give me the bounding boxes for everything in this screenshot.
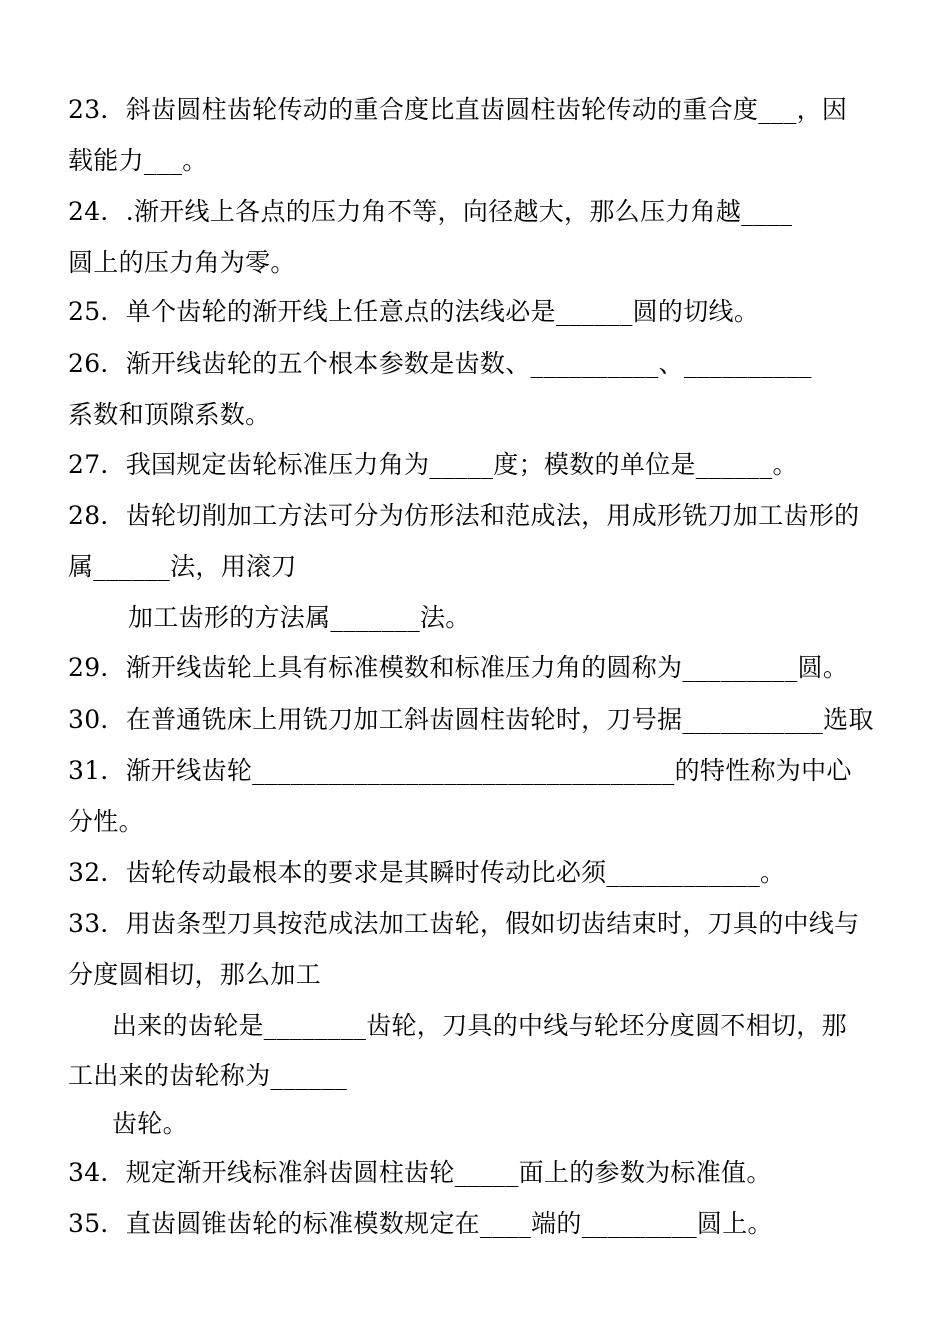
question-31-line-1: 31．渐开线齿轮_________________________________的特性称为中心 xyxy=(68,756,852,785)
question-33-line-5: 齿轮。 xyxy=(112,1109,188,1138)
question-30-line-1: 30．在普通铣床上用铣刀加工斜齿圆柱齿轮时，刀号据___________选取 xyxy=(68,705,874,734)
question-25-line-1: 25．单个齿轮的渐开线上任意点的法线必是______圆的切线。 xyxy=(68,297,760,326)
question-28-line-2: 属______法，用滚刀 xyxy=(68,552,297,581)
question-35-line-1: 35．直齿圆锥齿轮的标准模数规定在____端的_________圆上。 xyxy=(68,1209,773,1238)
question-28-line-3: 加工齿形的方法属_______法。 xyxy=(128,603,471,632)
question-24-line-1: 24．.渐开线上各点的压力角不等，向径越大，那么压力角越____ xyxy=(68,197,793,226)
question-26-line-1: 26．渐开线齿轮的五个根本参数是齿数、__________、__________ xyxy=(68,349,812,378)
question-26-line-2: 系数和顶隙系数。 xyxy=(68,400,271,429)
question-33-line-2: 分度圆相切，那么加工 xyxy=(68,960,322,989)
question-32-line-1: 32．齿轮传动最根本的要求是其瞬时传动比必须____________。 xyxy=(68,858,786,887)
question-23-line-1: 23．斜齿圆柱齿轮传动的重合度比直齿圆柱齿轮传动的重合度___，因 xyxy=(68,95,848,124)
question-33-line-3: 出来的齿轮是________齿轮，刀具的中线与轮坯分度圆不相切，那 xyxy=(112,1011,847,1040)
question-24-line-2: 圆上的压力角为零。 xyxy=(68,248,296,277)
question-34-line-1: 34．规定渐开线标准斜齿圆柱齿轮_____面上的参数为标准值。 xyxy=(68,1158,772,1187)
question-33-line-1: 33．用齿条型刀具按范成法加工齿轮，假如切齿结束时，刀具的中线与 xyxy=(68,909,860,938)
question-33-line-4: 工出来的齿轮称为______ xyxy=(68,1061,348,1090)
question-27-line-1: 27．我国规定齿轮标准压力角为_____度；模数的单位是______。 xyxy=(68,450,798,479)
question-23-line-2: 载能力___。 xyxy=(68,146,208,175)
question-31-line-2: 分性。 xyxy=(68,807,144,836)
question-28-line-1: 28．齿轮切削加工方法可分为仿形法和范成法，用成形铣刀加工齿形的 xyxy=(68,501,860,530)
question-29-line-1: 29．渐开线齿轮上具有标准模数和标准压力角的圆称为_________圆。 xyxy=(68,653,849,682)
